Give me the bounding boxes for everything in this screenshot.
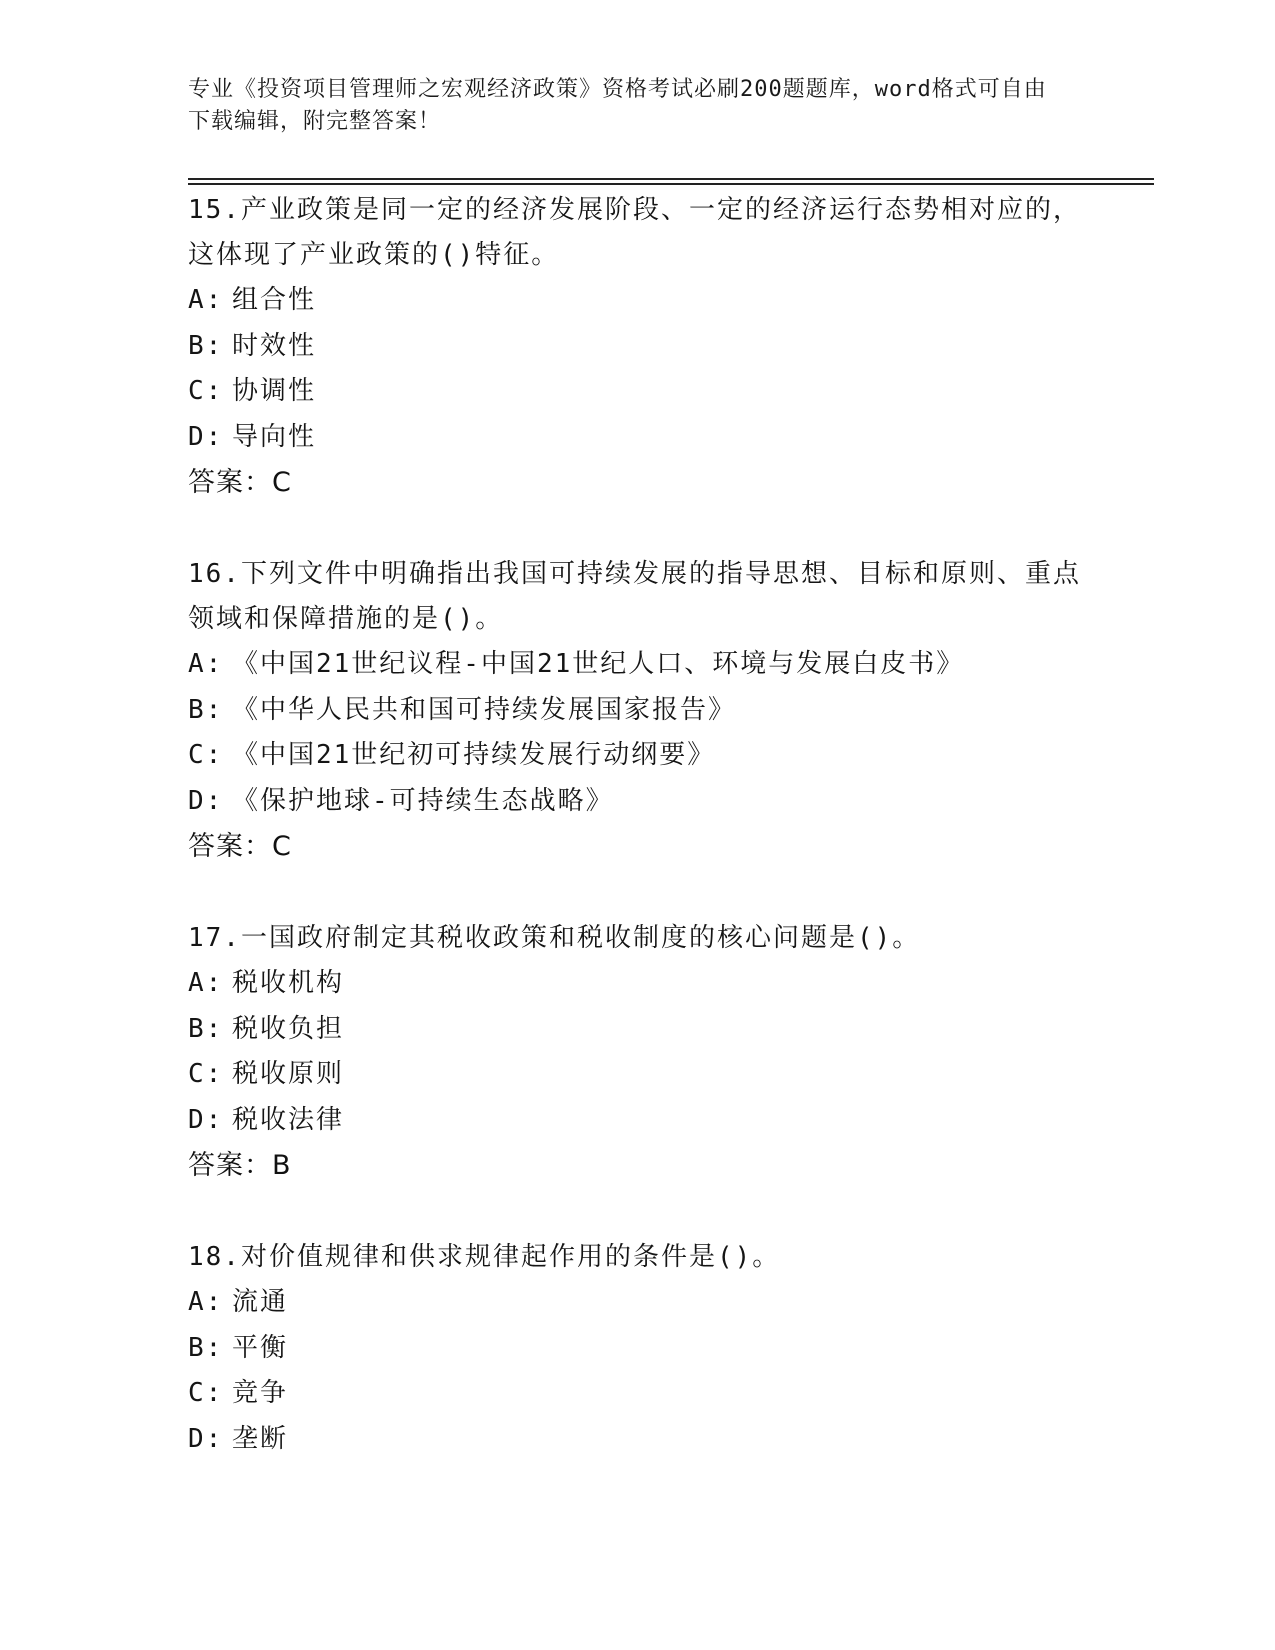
option-text: 垄断 xyxy=(232,1423,289,1454)
option-text: 协调性 xyxy=(232,376,317,406)
option-letter: C: xyxy=(188,1378,224,1408)
question-18 xyxy=(188,1235,1088,1462)
question-stem: 15.产业政策是同一定的经济发展阶段、一定的经济运行态势相对应的，这体现了产业政策的()特征。 xyxy=(188,195,1081,270)
answer-label: 答案： xyxy=(188,467,272,498)
option-a xyxy=(188,1280,1088,1326)
answer-line xyxy=(188,1143,1088,1189)
option-d xyxy=(188,1417,1088,1463)
header-divider-top xyxy=(188,178,1154,180)
option-a xyxy=(188,961,1088,1007)
option-c xyxy=(188,1052,1088,1098)
option-letter: D: xyxy=(188,1104,224,1135)
option-letter: A: xyxy=(188,968,224,998)
option-text: 竞争 xyxy=(232,1378,289,1408)
question-17 xyxy=(188,916,1088,1189)
option-c xyxy=(188,369,1088,415)
option-c xyxy=(188,1371,1088,1417)
option-text: 税收原则 xyxy=(232,1059,345,1089)
answer-label: 答案： xyxy=(188,1150,272,1181)
option-d xyxy=(188,779,1088,825)
answer-value: C xyxy=(272,831,292,862)
option-letter: A: xyxy=(188,649,224,679)
document-header: 专业《投资项目管理师之宏观经济政策》资格考试必刷200题题库，word格式可自由下载编辑，附完整答案！ xyxy=(188,77,1047,134)
option-letter: D: xyxy=(188,785,224,816)
option-text: 流通 xyxy=(232,1287,289,1317)
answer-label: 答案： xyxy=(188,831,272,862)
option-b xyxy=(188,1326,1088,1372)
option-text: 税收负担 xyxy=(232,1013,345,1044)
answer-line xyxy=(188,824,1088,870)
option-a xyxy=(188,642,1088,688)
option-letter: A: xyxy=(188,1287,224,1317)
option-letter: D: xyxy=(188,1423,224,1454)
answer-value: C xyxy=(272,467,292,498)
option-text: 平衡 xyxy=(232,1332,289,1363)
option-text: 税收机构 xyxy=(232,968,345,998)
option-d xyxy=(188,1098,1088,1144)
option-b xyxy=(188,324,1088,370)
option-b xyxy=(188,1007,1088,1053)
answer-line xyxy=(188,460,1088,506)
option-text: 组合性 xyxy=(232,285,317,315)
option-letter: B: xyxy=(188,1013,224,1044)
question-stem: 17.一国政府制定其税收政策和税收制度的核心问题是()。 xyxy=(188,923,921,953)
option-text: 《中华人民共和国可持续发展国家报告》 xyxy=(232,694,737,725)
option-text: 税收法律 xyxy=(232,1104,345,1135)
question-16 xyxy=(188,552,1088,870)
option-letter: B: xyxy=(188,330,224,361)
question-stem: 16.下列文件中明确指出我国可持续发展的指导思想、目标和原则、重点领域和保障措施的是()。 xyxy=(188,559,1081,634)
option-letter: C: xyxy=(188,740,224,770)
question-list xyxy=(188,188,1088,1508)
option-c xyxy=(188,733,1088,779)
option-text: 《保护地球-可持续生态战略》 xyxy=(232,785,614,816)
option-letter: C: xyxy=(188,1059,224,1089)
option-b xyxy=(188,688,1088,734)
option-letter: B: xyxy=(188,694,224,725)
option-letter: A: xyxy=(188,285,224,315)
question-stem: 18.对价值规律和供求规律起作用的条件是()。 xyxy=(188,1242,781,1272)
option-a xyxy=(188,278,1088,324)
option-text: 时效性 xyxy=(232,330,317,361)
option-letter: C: xyxy=(188,376,224,406)
option-letter: B: xyxy=(188,1332,224,1363)
option-letter: D: xyxy=(188,421,224,452)
option-d xyxy=(188,415,1088,461)
answer-value: B xyxy=(272,1150,292,1181)
option-text: 导向性 xyxy=(232,421,317,452)
option-text: 《中国21世纪初可持续发展行动纲要》 xyxy=(232,740,716,770)
header-divider-bottom xyxy=(188,183,1154,185)
question-15 xyxy=(188,188,1088,506)
option-text: 《中国21世纪议程-中国21世纪人口、环境与发展白皮书》 xyxy=(232,649,965,679)
